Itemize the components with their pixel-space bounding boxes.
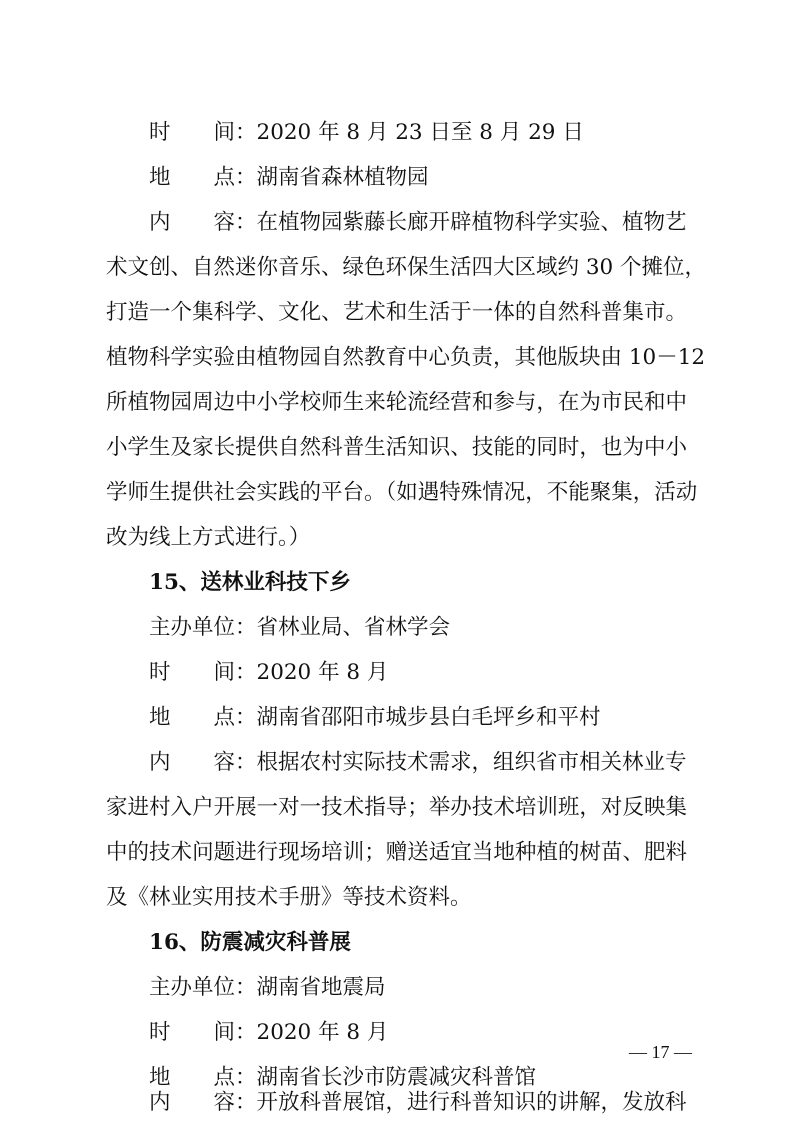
s15-heading: 15、送林业科技下乡: [149, 570, 351, 595]
s16-time-label: 时 间：: [149, 1020, 257, 1045]
s14-place-value: 湖南省森林植物园: [256, 165, 429, 190]
s15-place-value: 湖南省邵阳市城步县白毛坪乡和平村: [256, 705, 601, 730]
s15-time-row: [149, 658, 388, 688]
s14-place-label: 地 点：: [149, 165, 257, 190]
s14-content-line-4: 所植物园周边中小学校师生来轮流经营和参与，在为市民和中: [106, 390, 687, 415]
s15-host-row: [149, 613, 450, 643]
s14-content-label: 内 容：: [149, 210, 257, 235]
s16-host-value: 湖南省地震局: [256, 975, 386, 1000]
s15-time-value: 2020 年 8 月: [256, 660, 389, 685]
page-number: — 17 —: [629, 1042, 692, 1062]
s15-place-row: [149, 703, 601, 733]
s15-time-label: 时 间：: [149, 660, 257, 685]
s15-content-row: [149, 748, 687, 778]
s16-time-value: 2020 年 8 月: [256, 1020, 389, 1045]
s14-content-line-1: 术文创、自然迷你音乐、绿色环保生活四大区域约 30 个摊位，: [106, 255, 707, 280]
s15-content-line-0: 根据农村实际技术需求，组织省市相关林业专: [256, 750, 687, 775]
s16-host-row: [149, 973, 386, 1003]
s16-content-row: [149, 1088, 687, 1118]
s14-place-row: [149, 163, 429, 193]
s15-content-line-3: 及《林业实用技术手册》等技术资料。: [106, 885, 472, 910]
s16-heading: 16、防震减灾科普展: [149, 930, 351, 955]
s16-content-line-0: 开放科普展馆，进行科普知识的讲解，发放科: [256, 1090, 687, 1115]
s14-content-line-0: 在植物园紫藤长廊开辟植物科学实验、植物艺: [256, 210, 687, 235]
s15-host-value: 省林业局、省林学会: [256, 615, 451, 640]
s15-host-label: 主办单位：: [149, 615, 257, 640]
s14-content-line-5: 小学生及家长提供自然科普生活知识、技能的同时，也为中小: [106, 435, 687, 460]
s16-time-row: [149, 1018, 388, 1048]
s14-content-line-7: 改为线上方式进行。）: [106, 525, 311, 550]
s16-place-value: 湖南省长沙市防震减灾科普馆: [256, 1065, 537, 1090]
s14-content-row: [149, 208, 687, 238]
s15-content-label: 内 容：: [149, 750, 257, 775]
s15-place-label: 地 点：: [149, 705, 257, 730]
s14-time-label: 时 间：: [149, 120, 257, 145]
s14-time-value: 2020 年 8 月 23 日至 8 月 29 日: [256, 120, 584, 145]
s16-place-label: 地 点：: [149, 1065, 257, 1090]
s16-host-label: 主办单位：: [149, 975, 257, 1000]
s14-content-line-3: 植物科学实验由植物园自然教育中心负责，其他版块由 10－12: [106, 345, 706, 370]
s14-content-line-2: 打造一个集科学、文化、艺术和生活于一体的自然科普集市。: [106, 300, 687, 325]
s14-time-row: [149, 118, 584, 148]
s14-content-line-6: 学师生提供社会实践的平台。（如遇特殊情况，不能聚集，活动: [106, 480, 698, 505]
s15-content-line-1: 家进村入户开展一对一技术指导；举办技术培训班，对反映集: [106, 795, 687, 820]
s15-content-line-2: 中的技术问题进行现场培训；赠送适宜当地种植的树苗、肥料: [106, 840, 687, 865]
s16-content-label: 内 容：: [149, 1090, 257, 1115]
